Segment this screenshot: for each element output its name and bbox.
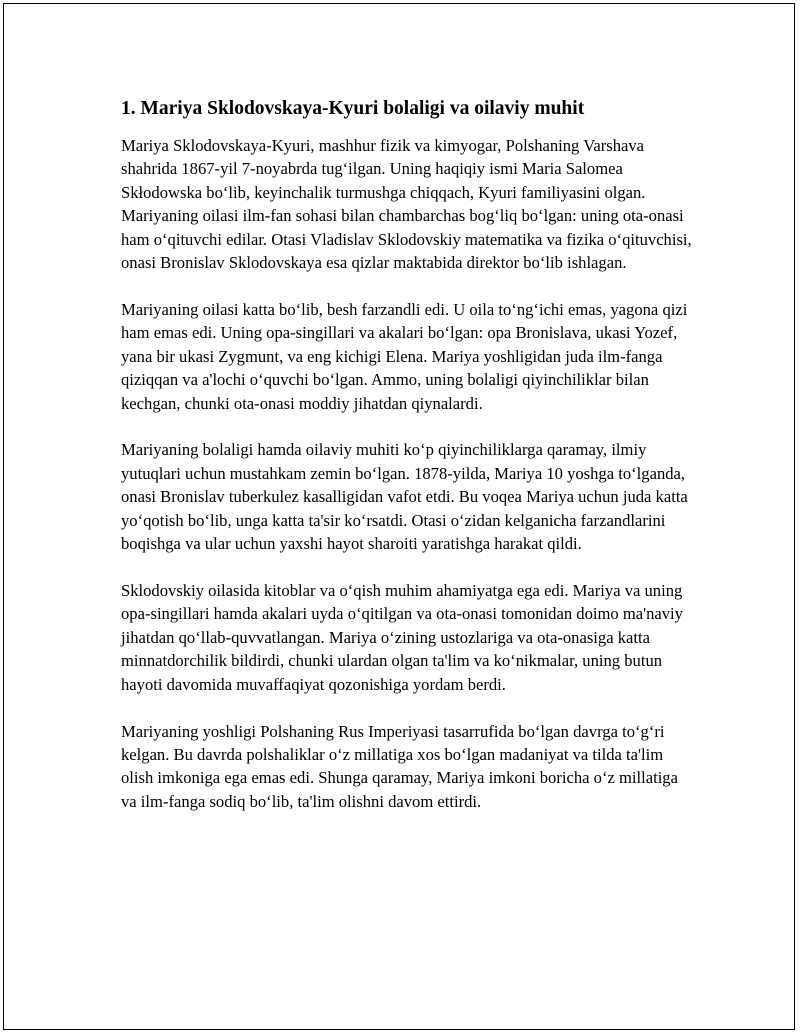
document-page	[3, 3, 795, 1030]
paragraph-4: Sklodovskiy oilasida kitoblar va o‘qish muhim ahamiyatga ega edi. Mariya va uning opa-singillari hamda akalari uyda o‘qitilgan va ota-onasi tomonidan doimo ma'naviy jihatdan qo‘llab-quvvatlangan. Mariya o‘zining ustozlariga va ota-onasiga katta minnatdorchilik bildirdi, chunki ulardan olgan ta'lim va ko‘nikmalar, uning butun hayoti davomida muvaffaqiyat qozonishiga yordam berdi.	[121, 581, 683, 694]
paragraph-5: Mariyaning yoshligi Polshaning Rus Imperiyasi tasarrufida bo‘lgan davrga to‘g‘ri kelgan. Bu davrda polshaliklar o‘z millatiga xos bo‘lgan madaniyat va tilda ta'lim olish imkoniga ega emas edi. Shunga qaramay, Mariya imkoni boricha o‘z millatiga va ilm-fanga sodiq bo‘lib, ta'lim olishni davom ettirdi.	[121, 721, 678, 811]
paragraph-3: Mariyaning bolaligi hamda oilaviy muhiti ko‘p qiyinchiliklarga qaramay, ilmiy yutuqlari uchun mustahkam zemin bo‘lgan. 1878-yilda, Mariya 10 yoshga to‘lganda, onasi Bronislav tuberkulez kasalligidan vafot etdi. Bu voqea Mariya uchun juda katta yo‘qotish bo‘lib, unga katta ta'sir ko‘rsatdi. Otasi o‘zidan kelganicha farzandlarini boqishga va ular uchun yaxshi hayot sharoiti yaratishga harakat qildi.	[121, 440, 688, 554]
section-heading: 1. Mariya Sklodovskaya-Kyuri bolaligi va oilaviy muhit	[121, 98, 585, 119]
paragraph-2: Mariyaning oilasi katta bo‘lib, besh farzandli edi. U oila to‘ng‘ichi emas, yagona qizi ham emas edi. Uning opa-singillari va akalari bo‘lgan: opa Bronislava, ukasi Yozef, yana bir ukasi Zygmunt, va eng kichigi Elena. Mariya yoshligidan juda ilm-fanga qiziqqan va a'lochi o‘quvchi bo‘lgan. Ammo, uning bolaligi qiyinchiliklar bilan kechgan, chunki ota-onasi moddiy jihatdan qiynalardi.	[121, 299, 688, 413]
paragraph-1: Mariya Sklodovskaya-Kyuri, mashhur fizik va kimyogar, Polshaning Varshava shahrida 1867-yil 7-noyabrda tug‘ilgan. Uning haqiqiy ismi Maria Salomea Skłodowska bo‘lib, keyinchalik turmushga chiqqach, Kyuri familiyasini olgan. Mariyaning oilasi ilm-fan sohasi bilan chambarchas bog‘liq bo‘lgan: uning ota-onasi ham o‘qituvchi edilar. Otasi Vladislav Sklodovskiy matematika va fizika o‘qituvchisi, onasi Bronislav Sklodovskaya esa qizlar maktabida direktor bo‘lib ishlagan.	[121, 136, 692, 273]
document-content	[121, 96, 696, 837]
